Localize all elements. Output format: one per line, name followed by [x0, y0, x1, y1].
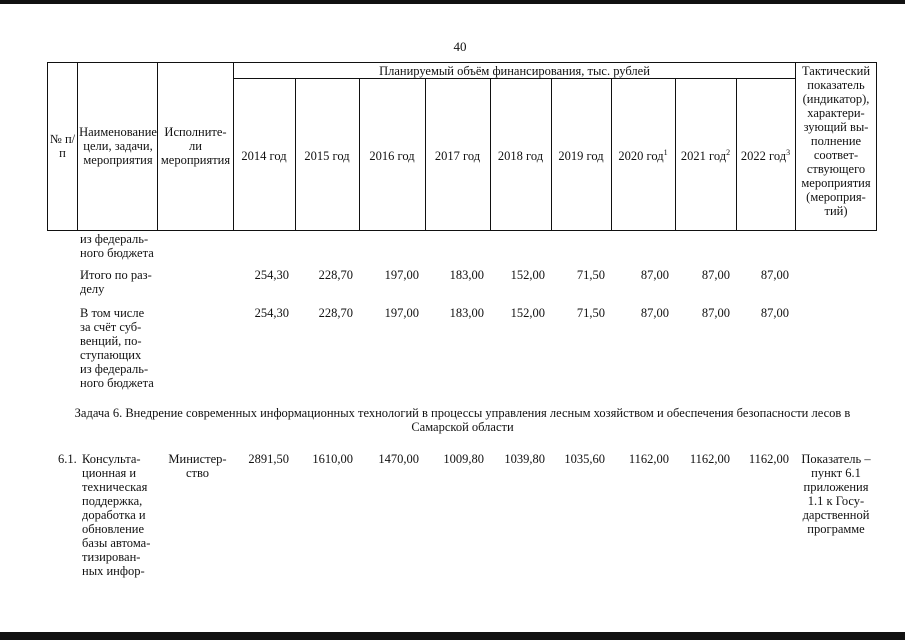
item-6-1-value-8: 1162,00 — [689, 452, 730, 466]
page-number: 40 — [453, 39, 467, 54]
item-6-1-value-7: 1162,00 — [628, 452, 669, 466]
subventions-value-3: 197,00 — [384, 306, 419, 320]
row-federal-budget-label: из федераль- ного бюджета — [80, 232, 154, 260]
row-subventions-label: В том числе за счёт суб- венций, по- ступающих из федераль- ного бюджета — [80, 306, 154, 390]
item-6-1-number: 6.1. — [58, 452, 77, 466]
item-6-1-value-6: 1035,60 — [564, 452, 605, 466]
header-year-2: 2015 год — [304, 149, 350, 163]
subventions-value-1: 254,30 — [254, 306, 289, 320]
header-year-6: 2019 год — [558, 149, 604, 163]
header-num: № п/п — [49, 132, 76, 160]
top-border — [0, 0, 905, 4]
subventions-value-6: 71,50 — [576, 306, 605, 320]
header-year-9: 2022 год$^3$ — [740, 147, 791, 163]
item-6-1-value-4: 1009,80 — [443, 452, 484, 466]
section-total-value-6: 71,50 — [576, 268, 605, 282]
header-year-4: 2017 год — [434, 149, 481, 163]
header-name: Наименование цели, задачи, мероприятия — [79, 125, 157, 167]
subventions-value-7: 87,00 — [640, 306, 669, 320]
section-total-value-4: 183,00 — [449, 268, 484, 282]
subventions-value-8: 87,00 — [701, 306, 730, 320]
item-6-1-indicator: Показатель – пункт 6.1 приложения 1.1 к Госу- дарственной программе — [801, 452, 871, 536]
header-year-7: 2020 год$^1$ — [618, 147, 668, 163]
subventions-value-9: 87,00 — [760, 306, 789, 320]
section-total-value-5: 152,00 — [510, 268, 545, 282]
header-indicator: Тактический показатель (индикатор), характери-зующий вы-полнение соответ-ствующего мероприятия (мероприя-тий) — [801, 64, 871, 218]
item-6-1-name: Консульта- ционная и техническая поддержка, доработка и обновление базы автома- тизирован- ных инфор- — [82, 452, 151, 578]
header-executor: Исполните-ли мероприятия — [160, 125, 231, 167]
item-6-1-value-1: 2891,50 — [248, 452, 289, 466]
item-6-1-value-5: 1039,80 — [504, 452, 545, 466]
section-total-value-7: 87,00 — [640, 268, 669, 282]
header-year-8: 2021 год$^2$ — [680, 147, 731, 163]
row-section-total-label: Итого по раз- делу — [80, 268, 152, 296]
header-financing-group: Планируемый объём финансирования, тыс. рублей — [379, 64, 650, 78]
bottom-border — [0, 632, 905, 640]
subventions-value-2: 228,70 — [318, 306, 353, 320]
task-6-heading: Задача 6. Внедрение современных информационных технологий в процессы управления лесным хозяйством и обеспечения безопасности лесов в Самарской области — [74, 406, 851, 434]
item-6-1-value-2: 1610,00 — [312, 452, 353, 466]
item-6-1-executor: Министер- ство — [168, 452, 227, 480]
footnote-marker: 2 — [726, 147, 731, 157]
item-6-1-value-3: 1470,00 — [378, 452, 419, 466]
section-total-value-1: 254,30 — [254, 268, 289, 282]
section-total-value-9: 87,00 — [760, 268, 789, 282]
section-total-value-3: 197,00 — [384, 268, 419, 282]
header-year-1: 2014 год — [241, 149, 287, 163]
header-year-5: 2018 год — [497, 149, 544, 163]
footnote-marker: 1 — [663, 147, 668, 157]
item-6-1-value-9: 1162,00 — [748, 452, 789, 466]
subventions-value-5: 152,00 — [510, 306, 545, 320]
section-total-value-8: 87,00 — [701, 268, 730, 282]
subventions-value-4: 183,00 — [449, 306, 484, 320]
footnote-marker: 3 — [786, 147, 791, 157]
section-total-value-2: 228,70 — [318, 268, 353, 282]
header-year-3: 2016 год — [369, 149, 415, 163]
